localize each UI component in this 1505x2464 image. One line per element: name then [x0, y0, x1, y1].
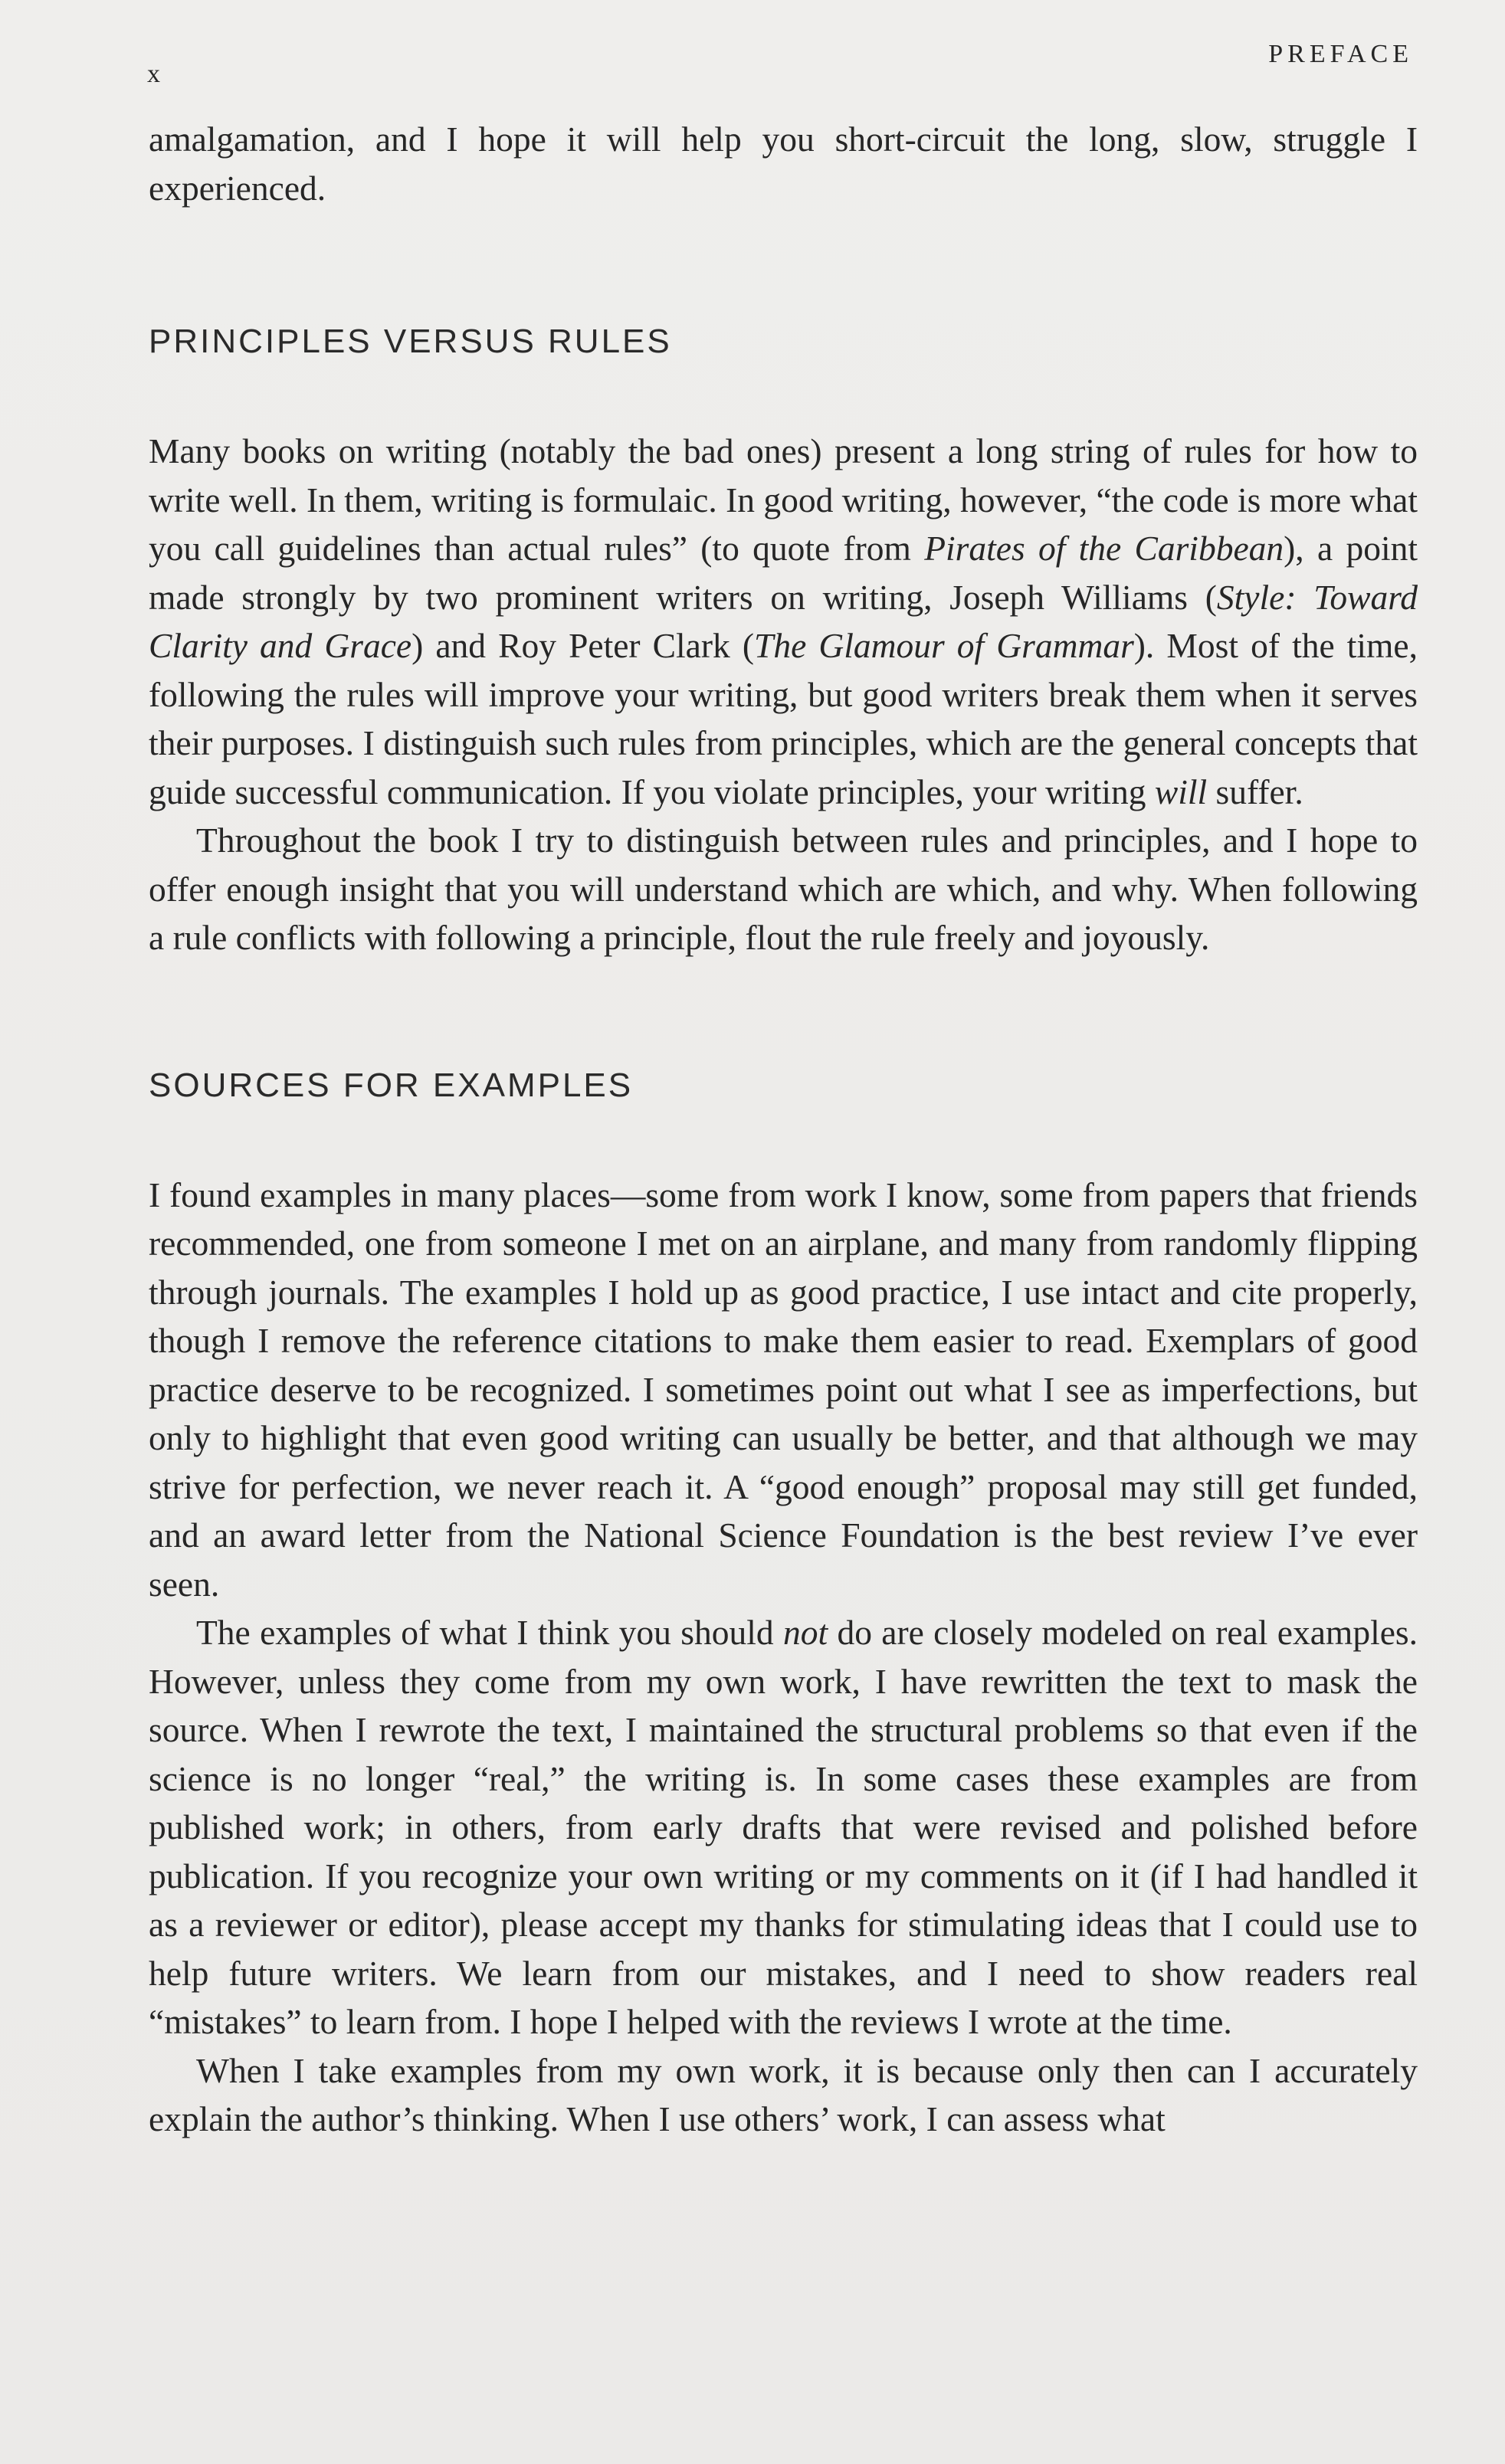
sources-paragraph-2 [149, 1608, 1418, 2046]
emphasis-not: not [782, 1613, 828, 1652]
title-pirates: Pirates of the Caribbean [924, 529, 1284, 568]
title-style: Style: Toward Clarity and Grace [149, 577, 1418, 665]
text-segment: ), a point made strongly by two prominent writers on writing, Joseph Williams ( [149, 529, 1418, 617]
sources-paragraph-1: I found examples in many places—some from work I know, some from papers that friends recommended, one from someone I met on an airplane, and many from randomly flipping through journals. The examples I hold up as good practice, I use intact and cite properly, though I remove the reference citations to make them easier to read. Exemplars of good practice deserve to be recognized. I sometimes point out what I see as imperfections, but only to highlight that even good writing can usually be better, and that although we may strive for perfection, we never reach it. A “good enough” proposal may still get funded, and an award letter from the National Science Foundation is the best review I’ve ever seen. [149, 1175, 1418, 1604]
running-head: PREFACE [1268, 40, 1413, 68]
text-segment: The examples of what I think you should [196, 1613, 783, 1652]
principles-paragraph-2: Throughout the book I try to distinguish between rules and principles, and I hope to offer enough insight that you will understand which are which, and why. When following a rule conflicts with following a principle, flout the rule freely and joyously. [149, 821, 1418, 957]
text-segment: Many books on writing (notably the bad ones) present a long string of rules for how to write well. In them, writing is formulaic. In good writing, however, “the code is more what you call guidelines than actual rules” (to quote from [149, 431, 1418, 568]
intro-paragraph: amalgamation, and I hope it will help you short-circuit the long, slow, struggle I experienced. [149, 120, 1418, 208]
text-segment: ) and Roy Peter Clark ( [411, 626, 755, 665]
principles-paragraph-1 [149, 427, 1418, 816]
section-heading-sources: SOURCES FOR EXAMPLES [149, 1066, 634, 1104]
text-segment: do are closely modeled on real examples. However, unless they come from my own work, I have rewritten the text to mask the source. When I rewrote the text, I maintained the structural problems so that even if the science is no longer “real,” the writing is. In some cases these examples are from published work; in others, from early drafts that were revised and polished before publication. If you recognize your own writing or my comments on it (if I had handled it as a reviewer or editor), please accept my thanks for stimulating ideas that I could use to help future writers. We learn from our mistakes, and I need to show readers real “mistakes” to learn from. I hope I helped with the reviews I wrote at the time. [149, 1613, 1418, 2041]
title-glamour: The Glamour of Grammar [754, 626, 1134, 665]
text-segment: suffer. [1207, 772, 1303, 811]
text-segment: ). Most of the time, following the rules will improve your writing, but good writers break them when it serves their purposes. I distinguish such rules from principles, which are the general concepts that guide successful communication. If you violate principles, your writing [149, 626, 1418, 811]
page-number: x [147, 60, 162, 88]
emphasis-will: will [1154, 772, 1208, 811]
sources-paragraph-3: When I take examples from my own work, it is because only then can I accurately explain the author’s thinking. When I use others’ work, I can assess what [149, 2050, 1418, 2138]
page-body [149, 115, 1418, 2144]
section-heading-principles: PRINCIPLES VERSUS RULES [149, 323, 672, 360]
